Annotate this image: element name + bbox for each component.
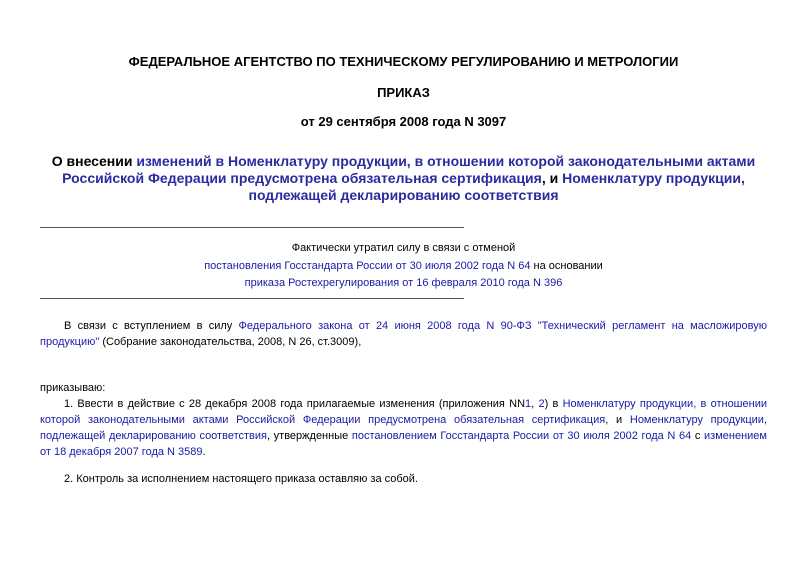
agency-heading: ФЕДЕРАЛЬНОЕ АГЕНТСТВО ПО ТЕХНИЧЕСКОМУ РЕГУЛИРОВАНИЮ И МЕТРОЛОГИИ: [128, 54, 679, 69]
appendix-1-link[interactable]: 1: [525, 398, 532, 410]
paragraph-order-verb: приказываю:: [40, 382, 106, 394]
paragraph-clause-1: [40, 396, 767, 460]
status-note-line2: [0, 259, 807, 273]
clause1-text-a: 1. Ввести в действие с 28 декабря 2008 года прилагаемые изменения (приложения NN: [64, 398, 526, 410]
preamble-citation: (Собрание законодательства, 2008, N 26, ст.3009),: [99, 336, 362, 348]
paragraph-clause-2: 2. Контроль за исполнением настоящего приказа оставляю за собой.: [64, 473, 418, 485]
status-note-line1: Фактически утратил силу в связи с отменой: [291, 242, 516, 254]
clause1-text-c: ) в: [544, 398, 563, 410]
divider-bottom: [40, 298, 464, 299]
title-prefix: О внесении: [51, 153, 137, 169]
clause1-text-f: с: [691, 430, 705, 442]
federal-law-link[interactable]: Федерального закона от 24 июня 2008 года N 90-ФЗ "Технический регламент на масложировую продукцию": [40, 320, 767, 348]
clause1-text-b: ,: [531, 398, 539, 410]
clause1-text-e: , утвержденные: [266, 430, 352, 442]
clause1-text-d: , и: [605, 414, 630, 426]
paragraph-preamble: [40, 318, 767, 350]
document-date-number: от 29 сентября 2008 года N 3097: [300, 114, 507, 129]
title-middle: , и: [541, 170, 563, 186]
certification-nomenclature-link[interactable]: Номенклатуру продукции, в отношении которой законодательными актами Российской Федерации предусмотрена обязательная сертификация: [40, 398, 767, 426]
status-note-link-resolution[interactable]: постановления Госстандарта России от 30 июля 2002 года N 64: [204, 260, 531, 272]
preamble-text: В связи с вступлением в силу: [64, 320, 239, 332]
clause1-text-g: .: [202, 446, 206, 458]
title-link-declaration[interactable]: Номенклатуру продукции, подлежащей декларированию соответствия: [248, 170, 745, 203]
amendment-link[interactable]: изменением от 18 декабря 2007 года N 3589: [40, 430, 767, 458]
declaration-nomenclature-link[interactable]: Номенклатуру продукции, подлежащей декларированию соответствия: [40, 414, 768, 442]
title-link-certification[interactable]: изменений в Номенклатуру продукции, в отношении которой законодательными актами Российской Федерации предусмотрена обязательная сертификация: [62, 153, 756, 186]
divider-top: [40, 227, 464, 228]
appendix-2-link[interactable]: 2: [538, 398, 545, 410]
status-note-line2-text: на основании: [530, 260, 603, 272]
gosstandart-resolution-link[interactable]: постановлением Госстандарта России от 30 июля 2002 года N 64: [351, 430, 692, 442]
status-note-line3: [0, 276, 807, 290]
document-title: [40, 153, 767, 204]
status-note-link-order[interactable]: приказа Ростехрегулирования от 16 февраля 2010 года N 396: [244, 277, 563, 289]
document-type-heading: ПРИКАЗ: [377, 85, 430, 100]
